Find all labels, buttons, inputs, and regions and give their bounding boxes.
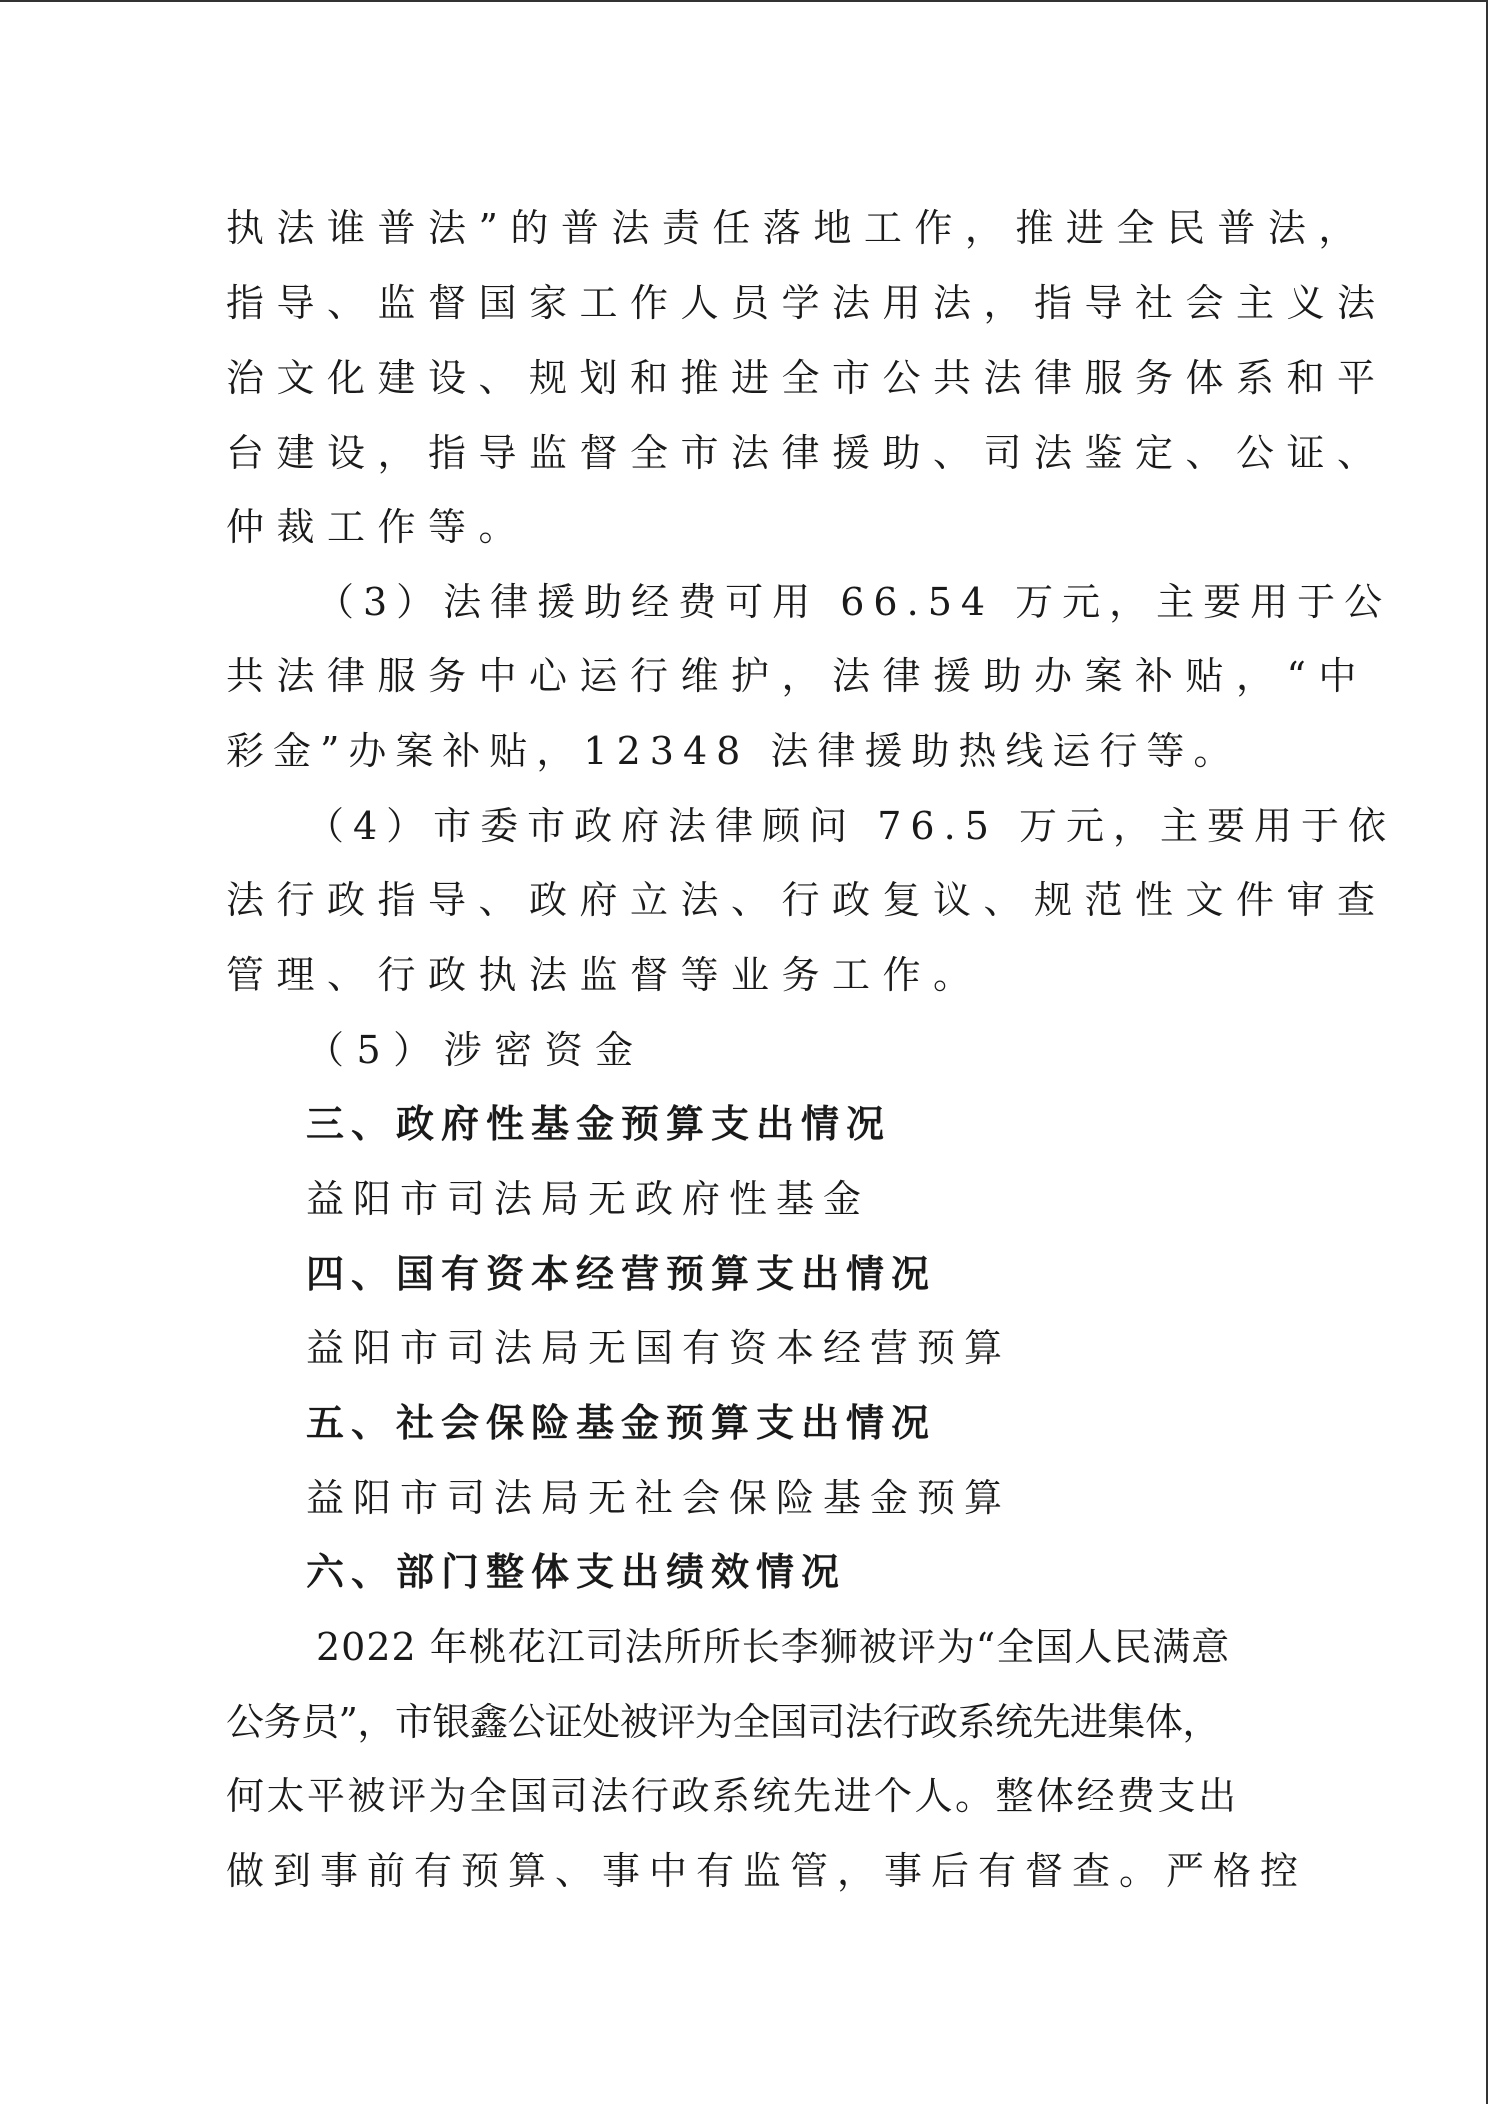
paragraph-line: 治文化建设、规划和推进全市公共法律服务体系和平	[226, 356, 1388, 400]
paragraph-line: 执法谁普法”的普法责任落地工作，推进全民普法，	[226, 206, 1369, 250]
section-heading: 六、部门整体支出绩效情况	[306, 1550, 847, 1594]
paragraph-line: 共法律服务中心运行维护，法律援助办案补贴，“中	[226, 654, 1369, 698]
paragraph-line: 仲裁工作等。	[226, 505, 530, 549]
paragraph-line: 指导、监督国家工作人员学法用法，指导社会主义法	[226, 281, 1388, 325]
paragraph-line: （4）市委市政府法律顾问 76.5 万元，主要用于依	[306, 804, 1395, 848]
section-heading: 三、政府性基金预算支出情况	[306, 1102, 892, 1146]
paragraph-line: 益阳市司法局无政府性基金	[306, 1177, 871, 1221]
paragraph-line: 何太平被评为全国司法行政系统先进个人。整体经费支出	[226, 1774, 1239, 1818]
paragraph-line: 公务员”，市银鑫公证处被评为全国司法行政系统先进集体，	[226, 1700, 1220, 1744]
paragraph-line: 益阳市司法局无国有资本经营预算	[306, 1326, 1012, 1370]
paragraph-line: 台建设，指导监督全市法律援助、司法鉴定、公证、	[226, 431, 1388, 475]
paragraph-line: 做到事前有预算、事中有监管，事后有督查。严格控	[226, 1849, 1308, 1893]
paragraph-line: 2022 年桃花江司法所所长李狮被评为“全国人民满意	[316, 1625, 1231, 1669]
paragraph-line: （3）法律援助经费可用 66.54 万元，主要用于公	[316, 580, 1392, 624]
paragraph-line: 益阳市司法局无社会保险基金预算	[306, 1476, 1012, 1520]
section-heading: 四、国有资本经营预算支出情况	[306, 1252, 937, 1296]
page-border-top	[0, 0, 1488, 2]
paragraph-line: 法行政指导、政府立法、行政复议、规范性文件审查	[226, 878, 1388, 922]
paragraph-line: 彩金”办案补贴，12348 法律援助热线运行等。	[226, 729, 1241, 773]
paragraph-line: （5）涉密资金	[306, 1028, 646, 1072]
section-heading: 五、社会保险基金预算支出情况	[306, 1401, 937, 1445]
paragraph-line: 管理、行政执法监督等业务工作。	[226, 953, 984, 997]
